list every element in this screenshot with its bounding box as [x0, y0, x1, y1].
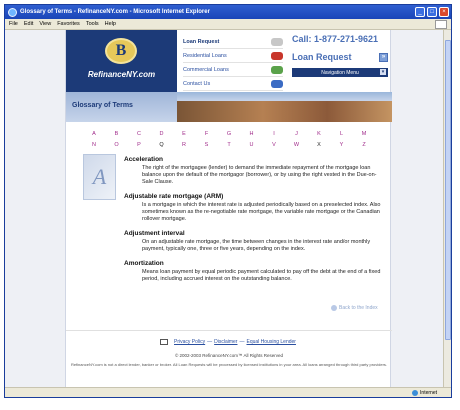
web-page [65, 30, 391, 388]
menu-bar [5, 19, 451, 30]
term-entry [124, 193, 384, 223]
equal-housing-link[interactable]: Equal Housing Lender [246, 339, 296, 345]
letter-z-link[interactable]: Z [362, 142, 366, 148]
phone-number: Call: 1-877-271-9621 [292, 34, 379, 44]
nav-commercial-loans[interactable] [183, 63, 283, 77]
term-name: Acceleration [124, 156, 164, 163]
menu-help[interactable]: Help [104, 21, 116, 27]
nav-contact-us[interactable] [183, 77, 283, 91]
term-definition: Means loan payment by equal periodic payment calculated to pay off the debt at the end of a fixed period, including accrued interest on the outstanding balance. [142, 269, 381, 282]
scrollbar-thumb[interactable] [445, 40, 451, 340]
letter-b-link[interactable]: B [114, 131, 119, 137]
term-entry [124, 156, 384, 186]
loan-request-label: Loan Request [292, 52, 352, 62]
letter-l-link[interactable]: L [339, 131, 344, 137]
term-name: Amortization [124, 260, 164, 267]
letter-p-link[interactable]: P [137, 142, 141, 148]
maximize-button[interactable]: □ [427, 7, 437, 17]
term-name: Adjustment interval [124, 230, 185, 237]
nav-loan-request-label: Loan Request [183, 38, 220, 45]
back-to-index-link[interactable] [331, 305, 378, 311]
letter-v-link[interactable]: V [272, 142, 276, 148]
letter-w-link[interactable]: W [293, 142, 300, 148]
disclaimer-link[interactable]: Disclaimer [214, 339, 238, 345]
nav-contact-label: Contact Us [183, 80, 211, 87]
footer-separator: — [239, 339, 245, 345]
letter-r-link[interactable]: R [182, 142, 186, 148]
term-definition: On an adjustable rate mortgage, the time between changes in the interest rate and/or monthly payment, typically one, three or five years, depending on the index. [142, 239, 371, 252]
title-bar [5, 5, 451, 19]
letter-y-link[interactable]: Y [339, 142, 344, 148]
security-zone [412, 390, 437, 396]
page-title: Glossary of Terms [72, 102, 133, 109]
building-icon [271, 66, 283, 74]
letter-k-link[interactable]: K [317, 131, 321, 137]
phone-icon [271, 80, 283, 88]
letter-f-link[interactable]: F [204, 131, 209, 137]
footer-links [66, 339, 392, 345]
banner-title-box [66, 92, 177, 122]
arrow-right-icon: » [379, 53, 388, 62]
term-entry [124, 260, 384, 283]
letter-g-link[interactable]: G [226, 131, 232, 137]
letter-a-link[interactable]: A [92, 131, 96, 137]
term-entry [124, 230, 384, 253]
letter-j-link[interactable]: J [295, 131, 298, 137]
letter-e-link[interactable]: E [182, 131, 186, 137]
brand-name: RefinanceNY.com [87, 70, 156, 79]
zone-label: Internet [420, 389, 437, 396]
globe-icon [412, 390, 418, 396]
navigation-menu-select[interactable] [292, 68, 388, 77]
banner-sky [177, 92, 392, 101]
nav-commercial-label: Commercial Loans [183, 66, 229, 73]
call-box [292, 34, 388, 77]
footer-separator: — [207, 339, 213, 345]
letter-i-link[interactable]: I [273, 131, 275, 137]
section-letter-ornament: A [83, 154, 116, 200]
status-bar [5, 387, 451, 397]
letter-h-link[interactable]: H [249, 131, 254, 137]
page-banner [66, 92, 392, 122]
vertical-scrollbar[interactable] [443, 30, 451, 388]
nav-residential-label: Residential Loans [183, 52, 227, 59]
banner-photo [177, 92, 392, 122]
menu-tools[interactable]: Tools [85, 21, 99, 27]
chevron-down-icon: ▾ [381, 69, 385, 75]
nav-loan-request[interactable] [183, 35, 283, 49]
alphabet-row-2 [84, 142, 374, 153]
alphabet-index [84, 131, 374, 153]
back-to-index-label: Back to the Index [339, 305, 378, 311]
legal-disclaimer: RefinanceNY.com is not a direct lender, banker or broker. All Loan Requests will be processed by licensed institutions in your area. All loans arranged through third party providers. [70, 362, 388, 367]
windows-logo-icon [435, 20, 447, 29]
nav-links [183, 35, 283, 91]
term-definition: The right of the mortgagee (lender) to demand the immediate repayment of the mortgage loan balance upon the default of the mortgagor (borrower), or by using the right vested in the Due-on-Sale Clause. [142, 165, 377, 185]
loan-request-link[interactable] [292, 52, 388, 62]
magnifier-icon [271, 38, 283, 46]
brand-logo[interactable] [66, 30, 177, 92]
minimize-button[interactable]: _ [415, 7, 425, 17]
letter-d-link[interactable]: D [159, 131, 164, 137]
letter-u-link[interactable]: U [249, 142, 254, 148]
copyright: © 2002-2003 RefinanceNY.com™ All Rights Reserved [174, 353, 284, 358]
house-icon [271, 52, 283, 60]
letter-m-link[interactable]: M [361, 131, 367, 137]
menu-edit[interactable]: Edit [23, 21, 34, 27]
menu-file[interactable]: File [9, 21, 18, 27]
letter-s-link[interactable]: S [204, 142, 209, 148]
menu-view[interactable]: View [39, 21, 52, 27]
letter-x-text: X [317, 142, 321, 148]
letter-o-link[interactable]: O [114, 142, 119, 148]
term-name: Adjustable rate mortgage (ARM) [124, 193, 224, 200]
navigation-menu-label: Navigation Menu [321, 69, 359, 76]
letter-n-link[interactable]: N [92, 142, 96, 148]
menu-favorites[interactable]: Favorites [57, 21, 80, 27]
letter-t-link[interactable]: T [227, 142, 231, 148]
nav-residential-loans[interactable] [183, 49, 283, 63]
alphabet-row-1 [84, 131, 374, 142]
letter-q-text: Q [159, 142, 164, 148]
site-header [66, 30, 392, 92]
up-arrow-icon [331, 305, 337, 311]
privacy-policy-link[interactable]: Privacy Policy [174, 339, 206, 345]
page-viewport [5, 30, 445, 388]
glossary-terms [124, 156, 384, 290]
ie-logo-icon [8, 8, 17, 17]
browser-window [4, 4, 452, 398]
window-title: Glossary of Terms - RefinanceNY.com - Microsoft Internet Explorer [20, 9, 210, 15]
page-footer [66, 330, 392, 368]
letter-c-link[interactable]: C [137, 131, 141, 137]
brand-emblem: B [105, 38, 137, 64]
equal-housing-icon [160, 339, 168, 345]
close-button[interactable]: × [439, 7, 449, 17]
term-definition: Is a mortgage in which the interest rate is adjusted periodically based on a preselected index. Also sometimes known as the re-negotiable rate mortgage, the variable rate mortgage or the Canadian rollover mortgage. [142, 202, 381, 222]
